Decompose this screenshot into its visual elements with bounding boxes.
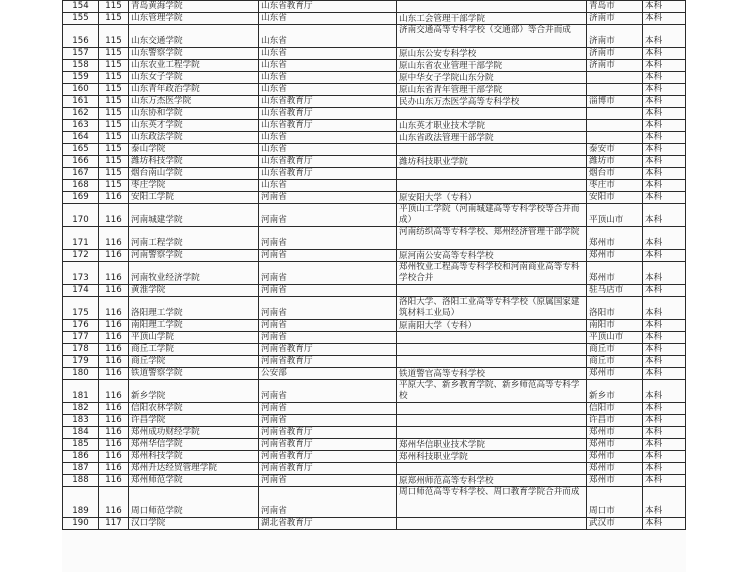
merged-from-cell — [397, 415, 587, 427]
row-number-cell: 161 — [63, 96, 99, 108]
level-cell: 本科 — [643, 368, 686, 380]
school-name-cell: 郑州升达经贸管理学院 — [129, 463, 259, 475]
merged-from-cell — [397, 285, 587, 297]
merged-from-cell: 山东英才职业技术学院 — [397, 120, 587, 132]
row-number-cell: 187 — [63, 463, 99, 475]
row-number-cell: 189 — [63, 487, 99, 518]
merged-from-cell: 郑州牧业工程高等专科学校和河南商业高等专科学校合并 — [397, 262, 587, 285]
region-code-cell: 116 — [99, 451, 129, 463]
school-name-cell: 山东农业工程学院 — [129, 60, 259, 72]
region-code-cell: 116 — [99, 403, 129, 415]
merged-from-cell: 周口师范高等专科学校、周口教育学院合并而成 — [397, 487, 587, 518]
city-cell: 郑州市 — [587, 250, 643, 262]
merged-from-cell — [397, 168, 587, 180]
region-code-cell: 116 — [99, 320, 129, 332]
department-cell: 河南省 — [259, 487, 397, 518]
table-row — [63, 427, 686, 439]
table-row — [63, 132, 686, 144]
city-cell: 周口市 — [587, 487, 643, 518]
city-cell: 郑州市 — [587, 262, 643, 285]
level-cell: 本科 — [643, 451, 686, 463]
level-cell: 本科 — [643, 439, 686, 451]
city-cell — [587, 120, 643, 132]
row-number-cell: 184 — [63, 427, 99, 439]
table-row — [63, 168, 686, 180]
row-number-cell: 177 — [63, 332, 99, 344]
department-cell: 河南省 — [259, 227, 397, 250]
city-cell: 济南市 — [587, 13, 643, 25]
row-number-cell: 157 — [63, 48, 99, 60]
city-cell: 青岛市 — [587, 1, 643, 13]
merged-from-cell — [397, 427, 587, 439]
department-cell: 河南省 — [259, 415, 397, 427]
row-number-cell: 183 — [63, 415, 99, 427]
department-cell: 河南省 — [259, 380, 397, 403]
level-cell: 本科 — [643, 227, 686, 250]
city-cell: 郑州市 — [587, 227, 643, 250]
level-cell: 本科 — [643, 132, 686, 144]
merged-from-cell — [397, 463, 587, 475]
table-row — [63, 344, 686, 356]
department-cell: 湖北省教育厅 — [259, 518, 397, 530]
region-code-cell: 116 — [99, 204, 129, 227]
merged-from-cell: 平顶山工学院（河南城建高等专科学校等合并而成） — [397, 204, 587, 227]
row-number-cell: 155 — [63, 13, 99, 25]
city-cell — [587, 72, 643, 84]
merged-from-cell — [397, 108, 587, 120]
department-cell: 山东省 — [259, 144, 397, 156]
merged-from-cell — [397, 144, 587, 156]
region-code-cell: 116 — [99, 487, 129, 518]
department-cell: 河南省 — [259, 262, 397, 285]
level-cell: 本科 — [643, 344, 686, 356]
school-name-cell: 河南牧业经济学院 — [129, 262, 259, 285]
table-row — [63, 204, 686, 227]
region-code-cell: 115 — [99, 168, 129, 180]
department-cell: 山东省教育厅 — [259, 120, 397, 132]
region-code-cell: 115 — [99, 144, 129, 156]
row-number-cell: 158 — [63, 60, 99, 72]
merged-from-cell: 郑州科技职业学院 — [397, 451, 587, 463]
school-name-cell: 山东警察学院 — [129, 48, 259, 60]
city-cell — [587, 108, 643, 120]
level-cell: 本科 — [643, 192, 686, 204]
merged-from-cell: 原郑州师范高等专科学校 — [397, 475, 587, 487]
region-code-cell: 116 — [99, 463, 129, 475]
level-cell: 本科 — [643, 84, 686, 96]
school-name-cell: 河南城建学院 — [129, 204, 259, 227]
department-cell: 山东省教育厅 — [259, 168, 397, 180]
row-number-cell: 168 — [63, 180, 99, 192]
city-cell: 郑州市 — [587, 427, 643, 439]
level-cell: 本科 — [643, 1, 686, 13]
region-code-cell: 115 — [99, 25, 129, 48]
department-cell: 河南省 — [259, 332, 397, 344]
merged-from-cell — [397, 518, 587, 530]
merged-from-cell — [397, 1, 587, 13]
table-row — [63, 439, 686, 451]
table-row — [63, 144, 686, 156]
row-number-cell: 181 — [63, 380, 99, 403]
school-name-cell: 周口师范学院 — [129, 487, 259, 518]
region-code-cell: 115 — [99, 120, 129, 132]
school-name-cell: 潍坊科技学院 — [129, 156, 259, 168]
table-row — [63, 48, 686, 60]
table-row — [63, 518, 686, 530]
department-cell: 河南省教育厅 — [259, 451, 397, 463]
row-number-cell: 159 — [63, 72, 99, 84]
merged-from-cell — [397, 356, 587, 368]
merged-from-cell — [397, 403, 587, 415]
level-cell: 本科 — [643, 144, 686, 156]
row-number-cell: 182 — [63, 403, 99, 415]
region-code-cell: 116 — [99, 356, 129, 368]
level-cell: 本科 — [643, 415, 686, 427]
department-cell: 河南省 — [259, 403, 397, 415]
region-code-cell: 115 — [99, 13, 129, 25]
department-cell: 河南省 — [259, 204, 397, 227]
region-code-cell: 115 — [99, 1, 129, 13]
merged-from-cell: 原中华女子学院山东分院 — [397, 72, 587, 84]
row-number-cell: 188 — [63, 475, 99, 487]
merged-from-cell: 原南阳大学（专科） — [397, 320, 587, 332]
city-cell: 淄博市 — [587, 96, 643, 108]
merged-from-cell: 原山东省农业管理干部学院 — [397, 60, 587, 72]
merged-from-cell: 济南交通高等专科学校（交通部）等合并而成 — [397, 25, 587, 48]
level-cell: 本科 — [643, 108, 686, 120]
department-cell: 河南省 — [259, 285, 397, 297]
city-cell: 济南市 — [587, 48, 643, 60]
region-code-cell: 116 — [99, 380, 129, 403]
school-name-cell: 山东管理学院 — [129, 13, 259, 25]
table-row — [63, 463, 686, 475]
region-code-cell: 115 — [99, 156, 129, 168]
region-code-cell: 115 — [99, 96, 129, 108]
table-row — [63, 25, 686, 48]
department-cell: 河南省 — [259, 192, 397, 204]
merged-from-cell: 洛阳大学、洛阳工业高等专科学校（原属国家建筑材料工业局） — [397, 297, 587, 320]
region-code-cell: 116 — [99, 250, 129, 262]
level-cell: 本科 — [643, 487, 686, 518]
table-body — [63, 1, 686, 530]
document-page — [62, 0, 686, 572]
region-code-cell: 116 — [99, 192, 129, 204]
region-code-cell: 115 — [99, 72, 129, 84]
city-cell: 武汉市 — [587, 518, 643, 530]
region-code-cell: 116 — [99, 262, 129, 285]
table-row — [63, 13, 686, 25]
department-cell: 公安部 — [259, 368, 397, 380]
merged-from-cell: 原山东省青年管理干部学院 — [397, 84, 587, 96]
region-code-cell: 116 — [99, 415, 129, 427]
level-cell: 本科 — [643, 60, 686, 72]
department-cell: 河南省教育厅 — [259, 344, 397, 356]
city-cell: 信阳市 — [587, 403, 643, 415]
row-number-cell: 172 — [63, 250, 99, 262]
row-number-cell: 175 — [63, 297, 99, 320]
city-cell: 郑州市 — [587, 439, 643, 451]
table-row — [63, 180, 686, 192]
region-code-cell: 116 — [99, 285, 129, 297]
level-cell: 本科 — [643, 427, 686, 439]
level-cell: 本科 — [643, 120, 686, 132]
table-row — [63, 320, 686, 332]
city-cell: 郑州市 — [587, 475, 643, 487]
school-name-cell: 商丘学院 — [129, 356, 259, 368]
table-row — [63, 120, 686, 132]
school-name-cell: 山东协和学院 — [129, 108, 259, 120]
row-number-cell: 165 — [63, 144, 99, 156]
school-name-cell: 山东女子学院 — [129, 72, 259, 84]
department-cell: 山东省 — [259, 25, 397, 48]
level-cell: 本科 — [643, 25, 686, 48]
department-cell: 山东省 — [259, 48, 397, 60]
region-code-cell: 116 — [99, 475, 129, 487]
city-cell — [587, 84, 643, 96]
region-code-cell: 115 — [99, 48, 129, 60]
city-cell: 新乡市 — [587, 380, 643, 403]
city-cell: 枣庄市 — [587, 180, 643, 192]
row-number-cell: 186 — [63, 451, 99, 463]
region-code-cell: 116 — [99, 344, 129, 356]
merged-from-cell: 原安阳大学（专科） — [397, 192, 587, 204]
school-name-cell: 郑州成功财经学院 — [129, 427, 259, 439]
city-cell: 商丘市 — [587, 356, 643, 368]
merged-from-cell: 山东工会管理干部学院 — [397, 13, 587, 25]
region-code-cell: 115 — [99, 108, 129, 120]
level-cell: 本科 — [643, 72, 686, 84]
region-code-cell: 116 — [99, 368, 129, 380]
school-name-cell: 郑州科技学院 — [129, 451, 259, 463]
table-row — [63, 368, 686, 380]
level-cell: 本科 — [643, 285, 686, 297]
level-cell: 本科 — [643, 48, 686, 60]
city-cell — [587, 132, 643, 144]
row-number-cell: 174 — [63, 285, 99, 297]
merged-from-cell: 郑州华信职业技术学院 — [397, 439, 587, 451]
department-cell: 河南省 — [259, 320, 397, 332]
merged-from-cell — [397, 180, 587, 192]
level-cell: 本科 — [643, 475, 686, 487]
row-number-cell: 154 — [63, 1, 99, 13]
region-code-cell: 115 — [99, 60, 129, 72]
school-name-cell: 泰山学院 — [129, 144, 259, 156]
merged-from-cell: 山东省政法管理干部学院 — [397, 132, 587, 144]
level-cell: 本科 — [643, 168, 686, 180]
merged-from-cell: 河南纺织高等专科学校、郑州经济管理干部学院 — [397, 227, 587, 250]
row-number-cell: 171 — [63, 227, 99, 250]
school-name-cell: 郑州师范学院 — [129, 475, 259, 487]
city-cell: 烟台市 — [587, 168, 643, 180]
region-code-cell: 116 — [99, 297, 129, 320]
region-code-cell: 115 — [99, 180, 129, 192]
level-cell: 本科 — [643, 96, 686, 108]
city-cell: 郑州市 — [587, 368, 643, 380]
school-name-cell: 郑州华信学院 — [129, 439, 259, 451]
department-cell: 山东省教育厅 — [259, 1, 397, 13]
city-cell: 济南市 — [587, 25, 643, 48]
row-number-cell: 173 — [63, 262, 99, 285]
region-code-cell: 116 — [99, 332, 129, 344]
merged-from-cell — [397, 332, 587, 344]
department-cell: 河南省 — [259, 250, 397, 262]
city-cell: 商丘市 — [587, 344, 643, 356]
row-number-cell: 185 — [63, 439, 99, 451]
row-number-cell: 169 — [63, 192, 99, 204]
table-row — [63, 356, 686, 368]
department-cell: 河南省教育厅 — [259, 439, 397, 451]
table-row — [63, 285, 686, 297]
region-code-cell: 115 — [99, 84, 129, 96]
school-name-cell: 山东政法学院 — [129, 132, 259, 144]
school-name-cell: 河南警察学院 — [129, 250, 259, 262]
table-row — [63, 380, 686, 403]
table-row — [63, 96, 686, 108]
department-cell: 山东省 — [259, 84, 397, 96]
level-cell: 本科 — [643, 332, 686, 344]
level-cell: 本科 — [643, 380, 686, 403]
level-cell: 本科 — [643, 250, 686, 262]
level-cell: 本科 — [643, 297, 686, 320]
region-code-cell: 116 — [99, 227, 129, 250]
row-number-cell: 160 — [63, 84, 99, 96]
row-number-cell: 170 — [63, 204, 99, 227]
department-cell: 河南省教育厅 — [259, 463, 397, 475]
school-name-cell: 安阳工学院 — [129, 192, 259, 204]
school-name-cell: 商丘工学院 — [129, 344, 259, 356]
region-code-cell: 115 — [99, 132, 129, 144]
level-cell: 本科 — [643, 156, 686, 168]
table-row — [63, 192, 686, 204]
school-name-cell: 平顶山学院 — [129, 332, 259, 344]
row-number-cell: 164 — [63, 132, 99, 144]
table-row — [63, 475, 686, 487]
table-row — [63, 84, 686, 96]
school-name-cell: 新乡学院 — [129, 380, 259, 403]
city-cell: 南阳市 — [587, 320, 643, 332]
level-cell: 本科 — [643, 262, 686, 285]
merged-from-cell: 铁道警官高等专科学校 — [397, 368, 587, 380]
row-number-cell: 167 — [63, 168, 99, 180]
table-row — [63, 297, 686, 320]
table-row — [63, 108, 686, 120]
school-name-cell: 山东英才学院 — [129, 120, 259, 132]
department-cell: 山东省教育厅 — [259, 156, 397, 168]
department-cell: 河南省 — [259, 297, 397, 320]
level-cell: 本科 — [643, 204, 686, 227]
school-name-cell: 铁道警察学院 — [129, 368, 259, 380]
table-row — [63, 60, 686, 72]
school-name-cell: 汉口学院 — [129, 518, 259, 530]
department-cell: 山东省 — [259, 132, 397, 144]
row-number-cell: 180 — [63, 368, 99, 380]
table-row — [63, 403, 686, 415]
department-cell: 山东省教育厅 — [259, 96, 397, 108]
school-name-cell: 南阳理工学院 — [129, 320, 259, 332]
department-cell: 河南省 — [259, 475, 397, 487]
level-cell: 本科 — [643, 320, 686, 332]
table-row — [63, 227, 686, 250]
row-number-cell: 176 — [63, 320, 99, 332]
city-cell: 平顶山市 — [587, 332, 643, 344]
region-code-cell: 116 — [99, 439, 129, 451]
level-cell: 本科 — [643, 180, 686, 192]
city-cell: 平顶山市 — [587, 204, 643, 227]
city-cell: 济南市 — [587, 60, 643, 72]
school-name-cell: 山东青年政治学院 — [129, 84, 259, 96]
level-cell: 本科 — [643, 13, 686, 25]
row-number-cell: 156 — [63, 25, 99, 48]
table-row — [63, 262, 686, 285]
school-name-cell: 山东万杰医学院 — [129, 96, 259, 108]
school-name-cell: 信阳农林学院 — [129, 403, 259, 415]
department-cell: 山东省 — [259, 72, 397, 84]
row-number-cell: 179 — [63, 356, 99, 368]
city-cell: 郑州市 — [587, 463, 643, 475]
table-row — [63, 332, 686, 344]
school-name-cell: 山东交通学院 — [129, 25, 259, 48]
table-row — [63, 156, 686, 168]
city-cell: 郑州市 — [587, 451, 643, 463]
department-cell: 河南省教育厅 — [259, 427, 397, 439]
region-code-cell: 117 — [99, 518, 129, 530]
region-code-cell: 116 — [99, 427, 129, 439]
department-cell: 山东省 — [259, 180, 397, 192]
merged-from-cell: 原河南公安高等专科学校 — [397, 250, 587, 262]
merged-from-cell: 平原大学、新乡教育学院、新乡师范高等专科学校 — [397, 380, 587, 403]
city-cell: 潍坊市 — [587, 156, 643, 168]
city-cell: 泰安市 — [587, 144, 643, 156]
level-cell: 本科 — [643, 518, 686, 530]
school-name-cell: 青岛黄海学院 — [129, 1, 259, 13]
level-cell: 本科 — [643, 356, 686, 368]
school-name-cell: 枣庄学院 — [129, 180, 259, 192]
merged-from-cell: 民办山东万杰医学高等专科学校 — [397, 96, 587, 108]
school-name-cell: 许昌学院 — [129, 415, 259, 427]
school-name-cell: 河南工程学院 — [129, 227, 259, 250]
department-cell: 山东省教育厅 — [259, 108, 397, 120]
table-row — [63, 487, 686, 518]
table-row — [63, 250, 686, 262]
university-table — [62, 0, 686, 530]
city-cell: 洛阳市 — [587, 297, 643, 320]
department-cell: 山东省 — [259, 13, 397, 25]
school-name-cell: 洛阳理工学院 — [129, 297, 259, 320]
merged-from-cell — [397, 344, 587, 356]
school-name-cell: 黄淮学院 — [129, 285, 259, 297]
table-row — [63, 415, 686, 427]
row-number-cell: 190 — [63, 518, 99, 530]
merged-from-cell: 潍坊科技职业学院 — [397, 156, 587, 168]
table-row — [63, 451, 686, 463]
city-cell: 许昌市 — [587, 415, 643, 427]
department-cell: 河南省教育厅 — [259, 356, 397, 368]
row-number-cell: 163 — [63, 120, 99, 132]
row-number-cell: 166 — [63, 156, 99, 168]
level-cell: 本科 — [643, 463, 686, 475]
level-cell: 本科 — [643, 403, 686, 415]
row-number-cell: 178 — [63, 344, 99, 356]
row-number-cell: 162 — [63, 108, 99, 120]
department-cell: 山东省 — [259, 60, 397, 72]
city-cell: 驻马店市 — [587, 285, 643, 297]
school-name-cell: 烟台南山学院 — [129, 168, 259, 180]
table-row — [63, 72, 686, 84]
table-row — [63, 1, 686, 13]
city-cell: 安阳市 — [587, 192, 643, 204]
merged-from-cell: 原山东公安专科学校 — [397, 48, 587, 60]
